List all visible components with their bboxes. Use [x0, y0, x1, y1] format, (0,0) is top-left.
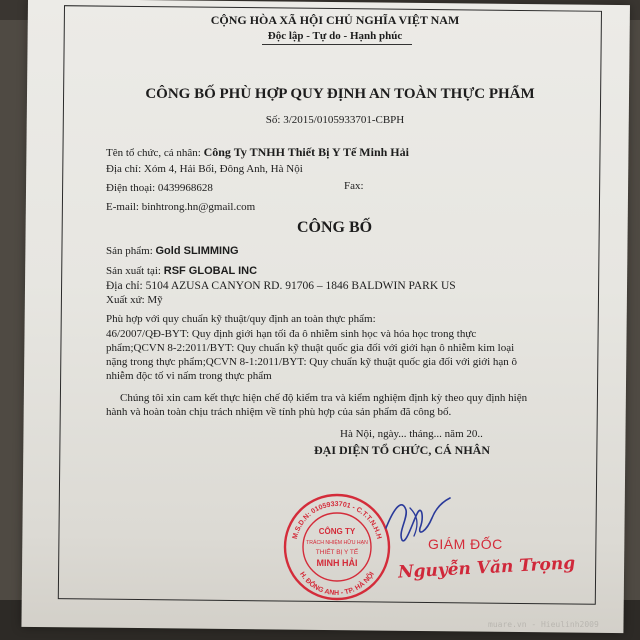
compliance-line-4: nặng trong thực phẩm;QCVN 8-1:2011/BYT: Quy chuẩn kỹ thuật quốc gia đối với giới hạn ô: [106, 356, 518, 368]
republic-heading: CỘNG HÒA XÃ HỘI CHỦ NGHĨA VIỆT NAM: [210, 13, 460, 27]
org-fax: Fax:: [344, 180, 364, 192]
watermark: muare.vn - Hieulinh2009: [488, 620, 599, 629]
stamp-line-3: THIẾT BỊ Y TẾ: [315, 549, 359, 556]
maker-line: [106, 265, 257, 278]
compliance-line-5: nhiễm độc tố vi nấm trong thực phẩm: [106, 370, 272, 382]
stamp-outer-ring: [285, 495, 389, 599]
org-name: Công Ty TNHH Thiết Bị Y Tế Minh Hải: [203, 145, 409, 159]
product-line: [106, 245, 239, 258]
compliance-line-1: Phù hợp với quy chuẩn kỹ thuật/quy định an toàn thực phẩm:: [106, 313, 376, 325]
maker-name: RSF GLOBAL INC: [163, 265, 258, 277]
product-name: Gold SLIMMING: [155, 245, 239, 257]
stamp-line-4: MINH HẢI: [316, 558, 358, 568]
org-name-label: Tên tổ chức, cá nhân:: [106, 147, 201, 159]
stamp-inner-ring: [303, 513, 371, 581]
maker-address: Địa chỉ: 5104 AZUSA CANYON RD. 91706 – 1846 BALDWIN PARK US: [106, 280, 456, 292]
org-phone: Điện thoại: 0439968628: [106, 182, 213, 194]
org-name-line: [106, 146, 409, 160]
commitment-line-2: hành và hoàn toàn chịu trách nhiệm về tính phù hợp của sản phẩm đã công bố.: [106, 406, 452, 418]
signer-role: GIÁM ĐỐC: [428, 536, 503, 552]
org-email: E-mail: binhtrong.hn@gmail.com: [106, 201, 256, 213]
motto-underline: [262, 44, 412, 45]
stamp-line-2: TRÁCH NHIỆM HỮU HẠN: [306, 540, 368, 546]
maker-label: Sản xuất tại:: [106, 265, 161, 277]
document-number: Số: 3/2015/0105933701-CBPH: [265, 114, 405, 126]
stamp-ring-bottom: H. ĐÔNG ANH - TP. HÀ NỘI: [298, 570, 376, 598]
representative-title: ĐẠI DIỆN TỔ CHỨC, CÁ NHÂN: [314, 443, 491, 457]
origin: Xuất xứ: Mỹ: [106, 294, 163, 306]
company-stamp: [282, 492, 392, 602]
product-label: Sản phẩm:: [106, 245, 153, 257]
signer-name: Nguyễn Văn Trọng: [397, 553, 576, 583]
org-address: Địa chỉ: Xóm 4, Hải Bối, Đông Anh, Hà Nội: [106, 163, 303, 175]
stamp-line-1: CÔNG TY: [318, 527, 356, 536]
section-title: CÔNG BỐ: [297, 219, 373, 236]
stamp-ring-text: M.S.D.N: 0105933701 - C.T.T.N.H.H: [291, 500, 383, 540]
motto: Độc lập - Tự do - Hạnh phúc: [267, 30, 403, 42]
date-line: Hà Nội, ngày... tháng... năm 20..: [340, 428, 483, 440]
compliance-line-2: 46/2007/QĐ-BYT: Quy định giới hạn tối đa ô nhiễm sinh học và hóa học trong thực: [106, 328, 477, 340]
compliance-line-3: phẩm;QCVN 8-2:2011/BYT: Quy chuẩn kỹ thuật quốc gia đối với giới hạn ô nhiễm kim loại: [106, 342, 515, 354]
commitment-line-1: Chúng tôi xin cam kết thực hiện chế độ kiểm tra và kiểm nghiệm định kỳ theo quy định hiện: [120, 392, 528, 404]
document-title: CÔNG BỐ PHÙ HỢP QUY ĐỊNH AN TOÀN THỰC PHẨM: [145, 86, 535, 102]
